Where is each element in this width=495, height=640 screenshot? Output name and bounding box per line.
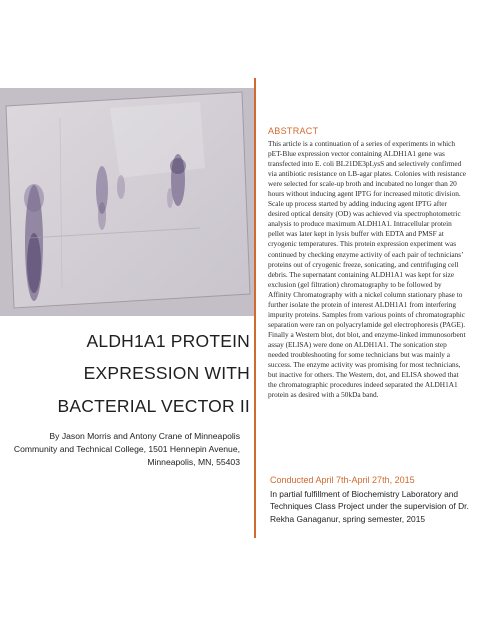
author-byline: By Jason Morris and Antony Crane of Minneapolis Community and Technical College, 1501 Hennepin Avenue, Minneapolis, MN, 55403 — [13, 431, 240, 467]
abstract-heading: ABSTRACT — [268, 126, 319, 136]
western-blot-photo — [0, 88, 255, 316]
accent-divider — [254, 78, 256, 538]
conducted-dates: Conducted April 7th-April 27th, 2015 — [270, 475, 415, 485]
fulfillment-note: In partial fulfillment of Biochemistry Laboratory and Techniques Class Project under the supervision of Dr. Rekha Ganaganur, spring semester, 2015 — [270, 489, 469, 524]
title-line-1: ALDH1A1 PROTEIN — [86, 331, 250, 351]
title-line-3: BACTERIAL VECTOR II — [57, 396, 250, 416]
title-line-2: EXPRESSION WITH — [83, 363, 250, 383]
abstract-body: This article is a continuation of a series of experiments in which pET-Blue expression vector containing ALDH1A1 gene was transfected into E. coli BL21DE3pLysS and selectively confirmed via antibiotic resistance on LB-agar plates. Colonies with resistance were selected for scale-up broth and incubated no longer than 20 hours without inducing agent IPTG for increased mitotic division. Scale up process started by adding inducing agent IPTG after desired optical density (OD) was achieved via spectrophotometric analysis to produce maximum ALDH1A1. Intracellular protein pellet was later kept in lysis buffer with EDTA and PMSF at cryogenic temperatures. This protein expression experiment was continued by checking enzyme activity of each pair of technicians’ proteins out of cryogenic freeze, sonicating, and centrifuging cell debris. The supernatant containing ALDH1A1 was kept for size exclusion (gel filtration) chromatography to be followed by Affinity Chromatography with a nickel column stationary phase to further isolate the protein of interest ALDH1A1 from interfering impurity proteins. Samples from various points of chromatographic separation were ran on polyacrylamide gel electrophoresis (PAGE). Finally a Western blot, dot blot, and enzyme-linked immunosorbent assay (ELISA) were done on ALDH1A1. The sonication step needed troubleshooting for some technicians but was mainly a success. The enzyme activity was promising for most technicians, but inactive for others. The Western, dot, and ELISA showed that the chromatographic procedures indeed separated the ALDH1A1 protein as desired with a 50kDa band. — [268, 139, 466, 400]
